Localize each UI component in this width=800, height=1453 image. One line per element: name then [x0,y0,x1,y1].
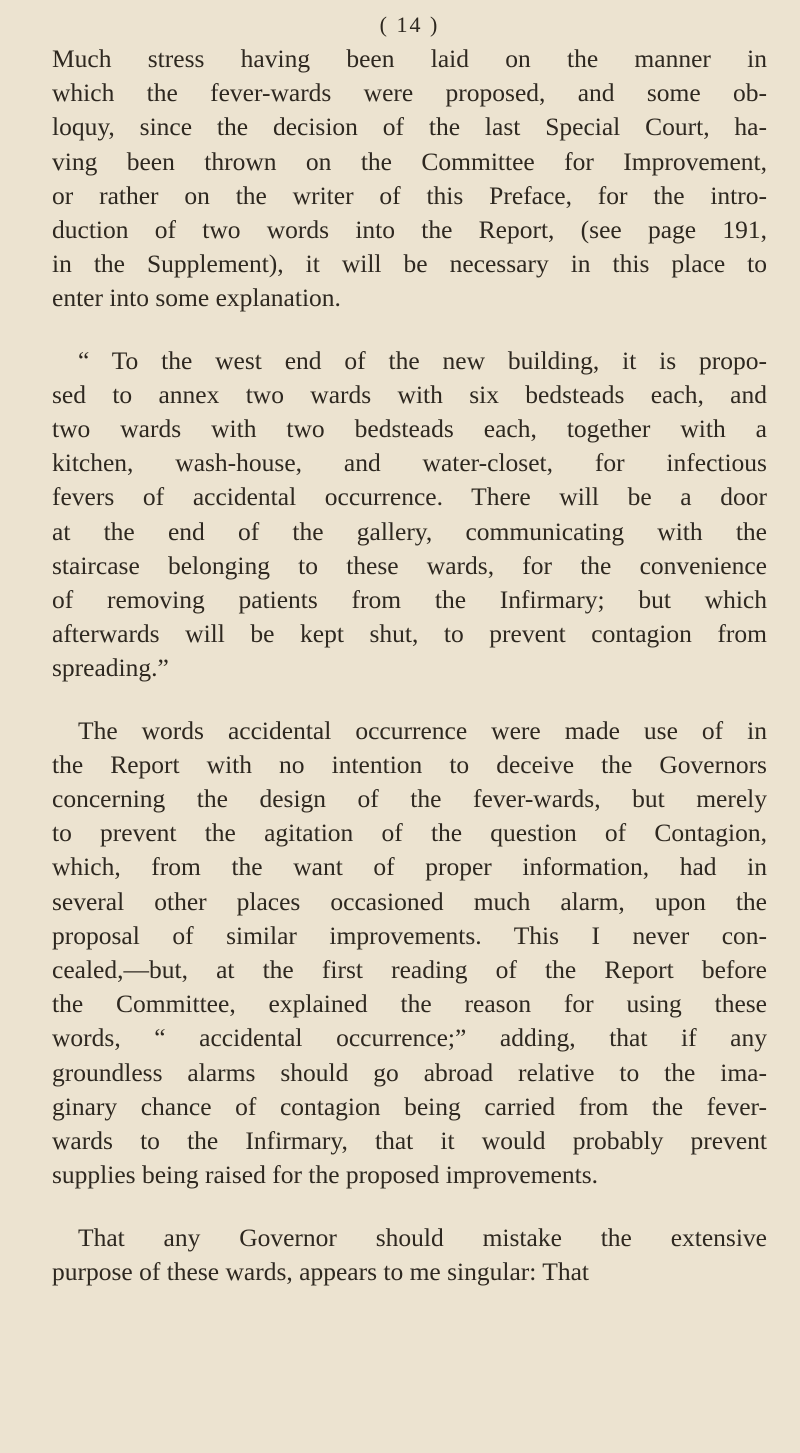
text-line: Much stress having been laid on the manner in [52,44,767,73]
text-line: kitchen, wash-house, and water-closet, for infectious [52,448,767,478]
text-line: “ To the west end of the new building, it is propo- [78,345,767,375]
text-line: of removing patients from the Infirmary; but which [52,585,767,615]
text-line: staircase belonging to these wards, for the convenience [52,550,767,580]
paragraph-1 [52,42,767,316]
text-line: sed to annex two wards with six bedsteads each, and [52,379,767,409]
text-line: which, from the want of proper information, had in [52,852,767,882]
text-line: purpose of these wards, appears to me singular: That [52,1256,590,1286]
text-line: to prevent the agitation of the question of Contagion, [52,818,767,848]
text-line: which the fever-wards were proposed, and some ob- [52,78,767,108]
text-line: groundless alarms should go abroad relative to the ima- [52,1057,767,1087]
text-line: wards to the Infirmary, that it would probably prevent [52,1126,767,1156]
text-line: supplies being raised for the proposed improvements. [52,1160,599,1190]
text-line: or rather on the writer of this Preface, for the intro- [52,180,767,210]
text-line: duction of two words into the Report, (see page 191, [52,215,767,245]
text-line: several other places occasioned much alarm, upon the [52,886,767,916]
text-line: concerning the design of the fever-wards, but merely [52,784,767,814]
text-line: enter into some explanation. [52,283,341,313]
text-line: ving been thrown on the Committee for Improvement, [52,146,767,176]
text-line: loquy, since the decision of the last Special Court, ha- [52,112,767,142]
text-line: words, “ accidental occurrence;” adding, that if any [52,1023,767,1053]
text-line: spreading.” [52,653,169,683]
paragraph-2 [52,344,767,686]
text-line: the Report with no intention to deceive the Governors [52,749,767,779]
text-line: at the end of the gallery, communicating with the [52,516,767,546]
page-number: ( 14 ) [379,12,440,37]
text-line: fevers of accidental occurrence. There will be a door [52,482,767,512]
text-line: The words accidental occurrence were made use of in [78,715,767,745]
text-line: the Committee, explained the reason for using these [52,989,767,1019]
text-line: That any Governor should mistake the extensive [78,1222,767,1252]
paragraph-4 [52,1221,767,1289]
text-line: in the Supplement), it will be necessary in this place to [52,249,767,279]
text-line: afterwards will be kept shut, to prevent contagion from [52,619,767,649]
text-line: ginary chance of contagion being carried from the fever- [52,1091,767,1121]
document-page [52,12,767,1317]
text-line: proposal of similar improvements. This I never con- [52,920,767,950]
body-text [52,42,767,1289]
text-line: cealed,—but, at the first reading of the Report before [52,955,767,985]
text-line: two wards with two bedsteads each, together with a [52,414,767,444]
paragraph-3 [52,714,767,1193]
